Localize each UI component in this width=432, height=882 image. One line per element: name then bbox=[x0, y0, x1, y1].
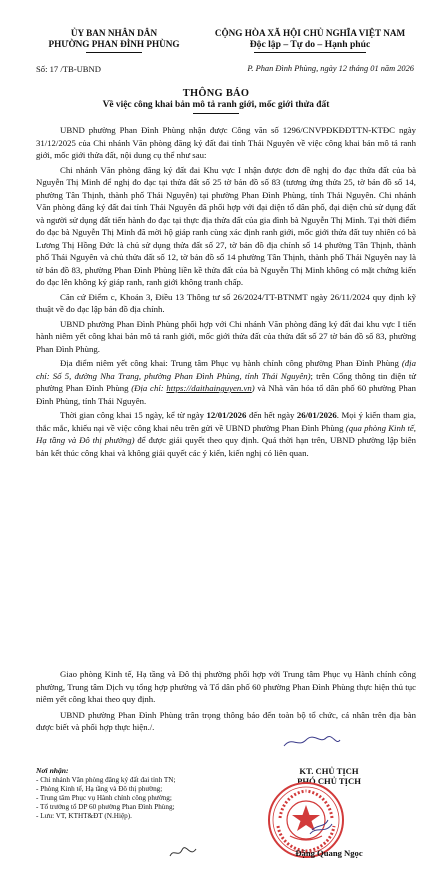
org-line-2: PHƯỜNG PHAN ĐÌNH PHÙNG bbox=[48, 39, 180, 49]
issuing-organization bbox=[40, 28, 188, 53]
p6-text-g: để được giải quyết theo quy định. Quá thời hạn trên, UBND phường lập biên bản kết thúc công khai và không giải quyết các ý kiến, kiến nghị có liên quan. bbox=[36, 435, 416, 458]
subtitle-underline bbox=[193, 113, 239, 114]
paragraph-3: Căn cứ Điểm c, Khoản 3, Điều 13 Thông tư số 26/2024/TT-BTNMT ngày 26/11/2024 quy định kỹ thuật về đo đạc lập bản đồ địa chính. bbox=[36, 291, 416, 314]
document-title: THÔNG BÁO bbox=[182, 88, 250, 99]
recipient-item: - Trung tâm Phục vụ Hành chính công phường; bbox=[36, 794, 172, 802]
p6-text-c: đến hết ngày bbox=[246, 410, 297, 420]
paragraph-4: UBND phường Phan Đình Phùng phối hợp với Chi nhánh Văn phòng đăng ký đất đai khu vực I tiến hành niêm yết công khai bản mô tả ranh giới, mốc giới thửa đất của thửa đất số 27 tờ bản đồ số 83, phường Phan Đình Phùng. bbox=[36, 318, 416, 354]
handwritten-initial-icon bbox=[168, 846, 198, 860]
subtitle-text: Về việc công khai bản mô tả ranh giới, mốc giới thửa đất bbox=[102, 100, 330, 110]
recipients-block bbox=[36, 766, 226, 821]
nation-name: CỘNG HÒA XÃ HỘI CHỦ NGHĨA VIỆT NAM bbox=[214, 28, 406, 38]
paragraph-7: Giao phòng Kinh tế, Hạ tầng và Đô thị phường phối hợp với Trung tâm Phục vụ Hành chính công phường, Trung tâm Dịch vụ tổng hợp phường và Tổ dân phố 60 phường Phan Đình Phùng thực hiện thủ tục niêm yết công khai theo quy định. bbox=[36, 669, 416, 704]
recipients-title: Nơi nhận: bbox=[36, 766, 69, 775]
signature-line-1: KT. CHỦ TỊCH bbox=[299, 766, 359, 776]
signer-name: Đặng Quang Ngọc bbox=[295, 848, 363, 858]
recipient-item: - Tổ trưởng tổ DP 60 phường Phan Đình Phùng; bbox=[36, 803, 175, 811]
p6-text-a: Thời gian công khai 15 ngày, kể từ ngày bbox=[60, 410, 207, 420]
document-body-continued bbox=[36, 668, 416, 737]
signature-line-2: PHÓ CHỦ TỊCH bbox=[297, 776, 361, 786]
initial-mark-icon bbox=[282, 734, 342, 750]
paragraph-6 bbox=[36, 409, 416, 459]
p5-text-e: ) bbox=[251, 383, 255, 393]
paragraph-5 bbox=[36, 357, 416, 407]
recipient-item: - Chi nhánh Văn phòng đăng ký đất đai tỉnh TN; bbox=[36, 776, 176, 784]
end-date: 26/01/2026 bbox=[296, 410, 337, 420]
paragraph-2: Chi nhánh Văn phòng đăng ký đất đai Khu vực I nhận được đơn đề nghị đo đạc thửa đất của bà Nguyễn Thị Minh để nghị đo đạc tại thửa đất số 25 tờ bản đồ số 83 (tương ứng thửa 25, tờ bản đồ số 14, phường Tân Thịnh, thành phố Thái Nguyên) tại phường Phan Đình Phùng, tỉnh Thái Nguyên. Chi nhánh Văn phòng đăng ký đất đai tỉnh Thái Nguyên đã phối hợp với đại diện tổ dân phố, đại diện chủ sử dụng đất và người sử dụng đất tiến hành đo đạc tại thực địa thửa đất của gia đình bà Nguyễn Thị Minh. Tại thời điểm đo đạc bà Nguyễn Thị Minh đã mời hộ giáp ranh cùng xác định ranh giới, mốc giới thửa đất tuy nhiên có bà Lương Thị Hồng Đức là chủ sử dụng thửa đất số 27, tờ bản đồ địa chính số 14 phường Tân Thịnh, thành phố Thái Nguyên và chủ thửa đất số 12, tờ bản đồ số 14 phường Tân Thịnh, thành phố Thái Nguyên nay là tờ bản đồ 83, phường Phan Đình Phùng liền kề thửa đất của bà Nguyễn Thị Minh không có mặt chứng kiến đo đạc lên không ký giáp ranh, ranh giới không tranh chấp. bbox=[36, 164, 416, 287]
p5-text-c: ; trên Cổng thông tin điện tử phường Phan Đình Phùng bbox=[36, 370, 416, 393]
start-date: 12/01/2026 bbox=[206, 410, 247, 420]
p5-address: (địa chỉ: Số 5, đường Nha Trang, phường Phan Đình Phùng, tỉnh Thái Nguyên) bbox=[36, 358, 416, 381]
place-and-date: P. Phan Đình Phùng, ngày 12 tháng 01 năm 2026 bbox=[247, 64, 414, 73]
p5-text-f: và Nhà văn hóa tổ dân phố 60 phường Phan Đình Phùng, tỉnh Thái Nguyên. bbox=[36, 383, 416, 406]
document-body bbox=[36, 124, 416, 461]
document-subtitle bbox=[0, 100, 432, 114]
recipient-item: - Lưu: VT, KTHT&ĐT (N.Hiệp). bbox=[36, 812, 132, 820]
p6-text-e: . Mọi ý kiến tham gia, thắc mắc, khiếu nại về việc công khai nêu trên gửi về UBND phường Phan Đình Phùng bbox=[36, 410, 416, 433]
paragraph-8: UBND phường Phan Đình Phùng trân trọng thông báo đến toàn bộ tổ chức, cá nhân trên địa bàn được biết và phối hợp thực hiện./. bbox=[36, 709, 416, 732]
portal-link[interactable]: https://daithainguyen.vn bbox=[166, 383, 252, 393]
p6-department: (qua phòng Kinh tế, Hạ tầng và Đô thị phường) bbox=[36, 422, 416, 445]
p5-text-a: Địa điểm niêm yết công khai: Trung tâm Phục vụ hành chính công phường Phan Đình Phùng bbox=[60, 358, 402, 368]
org-underline bbox=[86, 52, 142, 53]
org-line-1: ỦY BAN NHÂN DÂN bbox=[70, 28, 158, 38]
document-number: Số: 17 /TB-UBND bbox=[36, 64, 101, 74]
recipient-item: - Phòng Kinh tế, Hạ tầng và Đô thị phường; bbox=[36, 785, 163, 793]
paragraph-1: UBND phường Phan Đình Phùng nhận được Công văn số 1296/CNVPĐKĐĐTTN-KTĐC ngày 31/12/2025 của Chi nhánh Văn phòng đăng ký đất đai tỉnh Thái Nguyên về việc công khai bản mô tả ranh giới, mốc giới thửa đất, nội dung cụ thể như sau: bbox=[36, 125, 416, 160]
national-motto: Độc lập – Tự do – Hạnh phúc bbox=[249, 39, 371, 50]
motto-underline bbox=[254, 52, 366, 53]
p5-text-d: (Địa chỉ: bbox=[131, 383, 167, 393]
national-header bbox=[200, 28, 420, 53]
